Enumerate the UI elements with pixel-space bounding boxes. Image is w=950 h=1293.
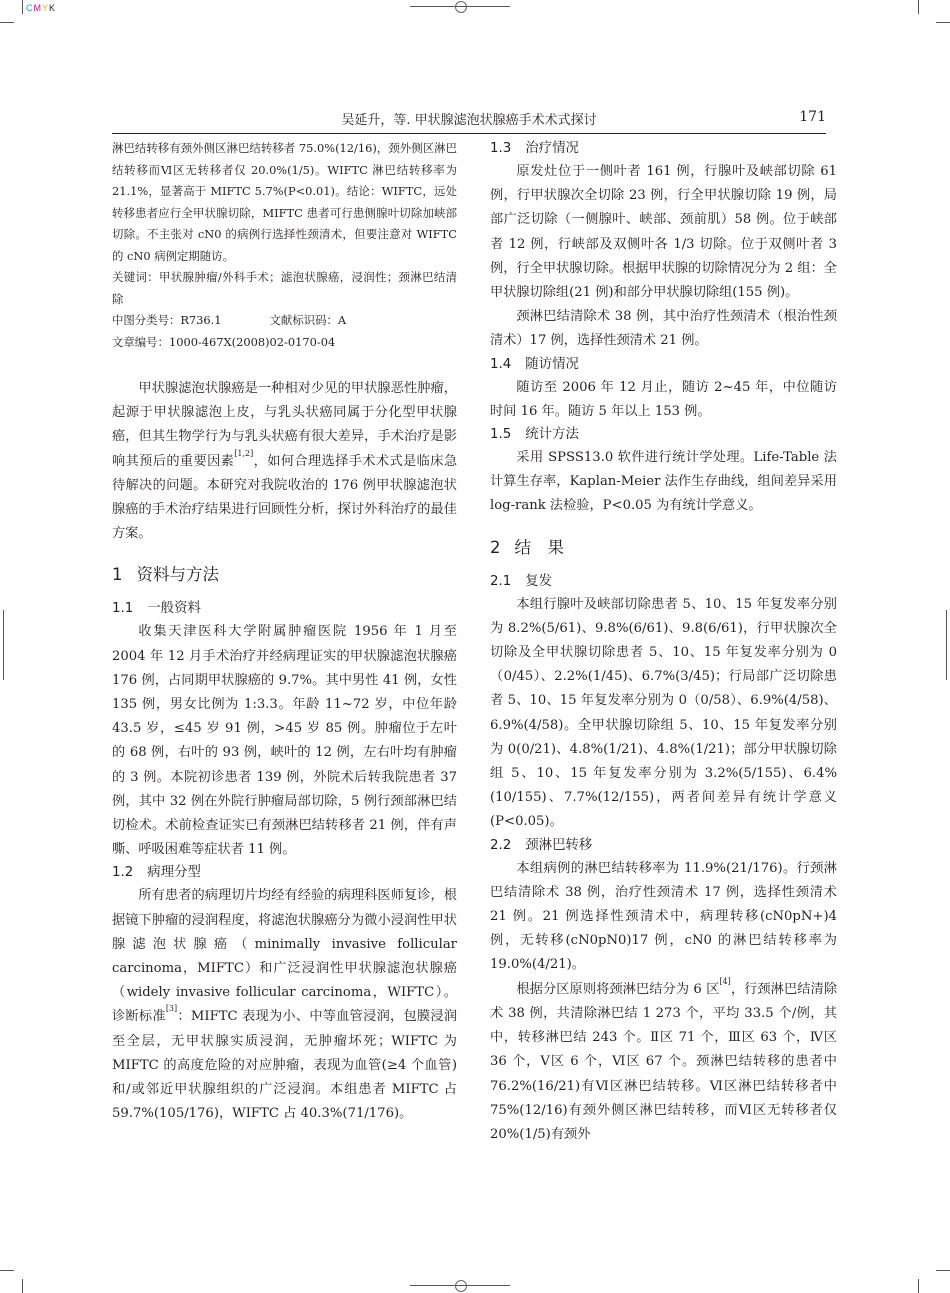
classification: 中图分类号：R736.1 (112, 313, 222, 327)
keywords: 关键词：甲状腺肿瘤/外科手术；滤泡状腺癌，浸润性；颈淋巴结清除 (112, 270, 457, 306)
paragraph-1-4: 随访至 2006 年 12 月止，随访 2~45 年，中位随访时间 16 年。随访 5 年以上 153 例。 (490, 379, 837, 419)
crop-mark (936, 1270, 950, 1271)
intro-paragraph: 甲状腺滤泡状腺癌是一种相对少见的甲状腺恶性肿瘤，起源于甲状腺滤泡上皮，与乳头状癌同属于分化型甲状腺癌，但其生物学行为与乳头状癌有很大差异，手术治疗是影响其预后的重要因素[1,2]，如何合理选择手术术式是临床急待解决的问题。本研究对我院收治的 176 例甲状腺滤泡状腺癌的手术治疗结果进行回顾性分析，探讨外科治疗的最佳方案。 (112, 381, 458, 542)
crop-mark (918, 0, 919, 14)
registration-mark (455, 1, 467, 13)
paragraph-2-2b: 根据分区原则将颈淋巴结分为 6 区[4]，行颈淋巴结清除术 38 例，共清除淋巴结 1 273 个，平均 33.5 个/例，其中，转移淋巴结 243 个。Ⅱ区 71 个，Ⅲ区 63 个，Ⅳ区 36 个，Ⅴ区 6 个，Ⅵ区 67 个。颈淋巴结转移的患者中 76.2%(16/21)有Ⅵ区淋巴结转移。Ⅵ区淋巴结转移者中 75%(12/16)有颈外侧区淋巴结转移，而Ⅵ区无转移者仅 20%(1/5)有颈外 (490, 976, 838, 1142)
citation: [4] (719, 976, 731, 986)
crop-mark (946, 610, 947, 680)
crop-mark (3, 610, 4, 680)
crop-mark (0, 22, 14, 23)
citation: [1,2] (234, 448, 254, 458)
subsection-heading-2-1: 2.1 复发 (490, 573, 553, 589)
subsection-heading-1-3: 1.3 治疗情况 (490, 141, 579, 156)
crop-mark (22, 0, 23, 14)
citation: [3] (165, 1004, 178, 1014)
running-header (112, 109, 826, 134)
paragraph-1-3b: 颈淋巴结清除术 38 例，其中治疗性颈清术（根治性颈清术）17 例，选择性颈清术 21 例。 (490, 309, 837, 349)
classification-line (112, 310, 457, 332)
paragraph-2-2a: 本组病例的淋巴结转移率为 11.9%(21/176)。行颈淋巴结清除术 38 例，治疗性颈清术 17 例，选择性颈清术 21 例。21 例选择性颈清术中，病理转移(cN0pN+)4 例，无转移(cN0pN0)17 例，cN0 的淋巴结转移率为 19.0%(4/21)。 (490, 860, 837, 973)
subsection-heading-1-5: 1.5 统计方法 (490, 427, 579, 443)
article-number: 文章编号：1000-467X(2008)02-0170-04 (112, 334, 336, 349)
paragraph-2-1: 本组行腺叶及峡部切除患者 5、10、15 年复发率分别为 8.2%(5/61)、9.8%(6/61)、9.8(6/61)，行甲状腺次全切除及全甲状腺切除患者 5、10、15 年复发率分别为 0（0/45）、2.2%(1/45)、6.7%(3/45)；行局部广泛切除患者 5、10、15 年复发率分别为 0（0/58）、6.9%(4/58)、6.9%(4/58)。全甲状腺切除组 5、10、15 年复发率分别为 0(0/21)、4.8%(1/21)、4.8%(1/21)；部分甲状腺切除组 5、10、15 年复发率分别为 3.2%(5/155)、6.4%(10/155)、7.7%(12/155)，两者间差异有统计学意义(P<0.05)。 (490, 596, 837, 830)
paragraph-1-1: 收集天津医科大学附属肿瘤医院 1956 年 1 月至 2004 年 12 月手术治疗并经病理证实的甲状腺滤泡状腺癌 176 例，占同期甲状腺癌的 9.7%。其中男性 41 例，女性 135 例，男女比例为 1:3.3。年龄 11~72 岁，中位年龄 43.5 岁，≤45 岁 91 例，>45 岁 85 例。肿瘤位于左叶的 68 例，右叶的 93 例，峡叶的 12 例，左右叶均有肿瘤的 3 例。本院初诊患者 139 例，外院术后转我院患者 37 例，其中 32 例在外院行肿瘤局部切除，5 例行颈部淋巴结切检术。术前检查证实已有颈淋巴结转移者 21 例，伴有声嘶、呼吸困难等症状者 11 例。 (112, 624, 457, 858)
running-title: 吴延升，等. 甲状腺滤泡状腺癌手术术式探讨 (341, 113, 597, 128)
crop-mark (936, 22, 950, 23)
document-code: 文献标识码：A (269, 313, 347, 327)
paragraph-1-5: 采用 SPSS13.0 软件进行统计学处理。Life-Table 法计算生存率，Kaplan-Meier 法作生存曲线，组间差异采用 log-rank 法检验，P<0.05 为有统计学意义。 (490, 450, 837, 514)
crop-mark (918, 1279, 919, 1293)
subsection-heading-1-2: 1.2 病理分型 (112, 865, 201, 881)
right-column (490, 138, 837, 1147)
subsection-heading-2-2: 2.2 颈淋巴转移 (490, 837, 593, 853)
paragraph-1-3a: 原发灶位于一侧叶者 161 例，行腺叶及峡部切除 61 例，行甲状腺次全切除 23 例，行全甲状腺切除 19 例，局部广泛切除（一侧腺叶、峡部、颈前肌）58 例。位于峡部者 12 例，行峡部及双侧叶各 1/3 切除。位于双侧叶者 3 例，行全甲状腺切除。根据甲状腺的切除情况分为 2 组：全甲状腺切除组(21 例)和部分甲状腺切除组(155 例)。 (490, 164, 837, 301)
paragraph-1-2: 所有患者的病理切片均经有经验的病理科医师复诊，根据镜下肿瘤的浸润程度，将滤泡状腺癌分为微小浸润性甲状腺滤泡状腺癌（minimally invasive follicular carcinoma，MIFTC）和广泛浸润性甲状腺滤泡状腺癌（widely invasive follicular carcinoma，WIFTC）。诊断标准[3]：MIFTC 表现为小、中等血管浸润，包膜浸润至全层，无甲状腺实质浸润，无肿瘤坏死；WIFTC 为 MIFTC 的高度危险的对应肿瘤，表现为血管(≥4 个血管)和/或邻近甲状腺组织的广泛浸润。本组患者 MIFTC 占 59.7%(105/176)，WIFTC 占 40.3%(71/176)。 (112, 888, 458, 1122)
page-number: 171 (799, 109, 826, 125)
section-heading-1: 1 资料与方法 (112, 565, 219, 585)
subsection-heading-1-1: 1.1 一般资料 (112, 601, 201, 617)
crop-mark (22, 1279, 23, 1293)
registration-mark (455, 1280, 467, 1292)
abstract-text: 淋巴结转移有颈外侧区淋巴结转移者 75.0%(12/16)，颈外侧区淋巴结转移而Ⅵ区无转移者仅 20.0%(1/5)。WIFTC 淋巴结转移率为 21.1%，显著高于 MIFTC 5.7%(P<0.01)。结论：WIFTC，远处转移患者应行全甲状腺切除，MIFTC 患者可行患侧腺叶切除加峡部切除。不主张对 cN0 的病例行选择性颈清术，但要注意对 WIFTC 的 cN0 病例定期随访。 (112, 141, 457, 263)
crop-mark (0, 1270, 14, 1271)
section-heading-2: 2 结 果 (490, 537, 564, 557)
left-column (112, 138, 457, 1126)
subsection-heading-1-4: 1.4 随访情况 (490, 356, 579, 372)
cmyk-color-bar: CMYK (26, 3, 57, 13)
